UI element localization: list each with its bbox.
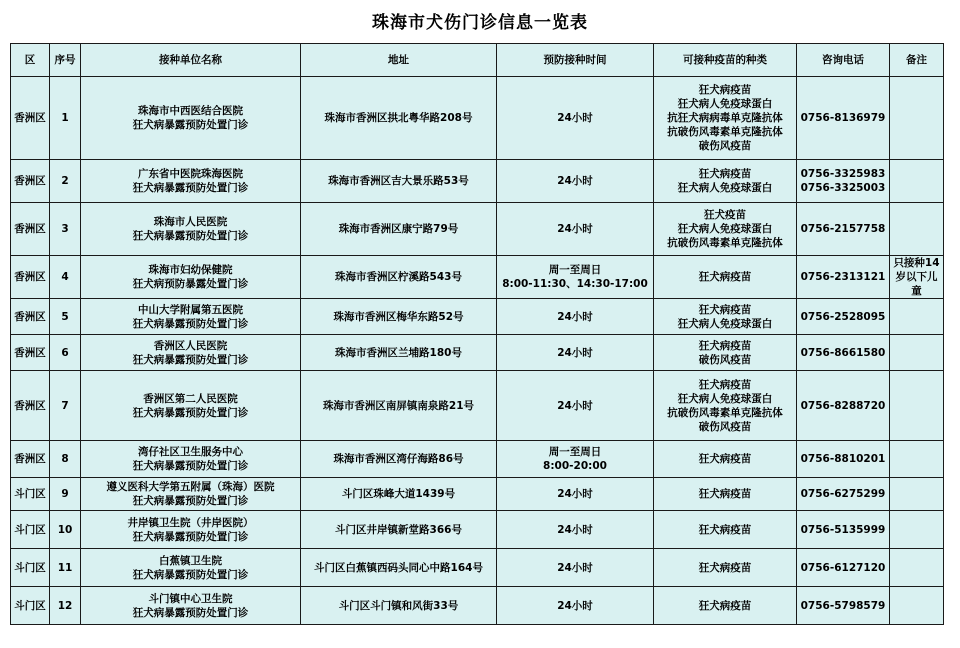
vaccines-cell <box>654 335 797 371</box>
district-cell: 斗门区 <box>11 478 50 511</box>
vaccines-cell <box>654 256 797 299</box>
vaccines-cell-line: 狂犬病疫苗 <box>698 599 752 612</box>
unit-name-cell-line: 珠海市妇幼保健院 <box>148 264 233 276</box>
phone-cell-line: 0756-2157758 <box>800 223 886 235</box>
vaccines-cell <box>654 587 797 625</box>
vaccines-cell-line: 狂犬病疫苗 <box>698 561 752 574</box>
time-cell-line: 24小时 <box>557 346 593 359</box>
header-address: 地址 <box>301 44 497 77</box>
header-time: 预防接种时间 <box>497 44 654 77</box>
address-cell: 珠海市香洲区兰埔路180号 <box>301 335 497 371</box>
phone-cell <box>797 160 890 203</box>
table-row <box>11 587 944 625</box>
time-cell-line: 周一至周日 <box>548 264 602 276</box>
phone-cell <box>797 299 890 335</box>
district-cell: 斗门区 <box>11 511 50 549</box>
phone-cell <box>797 587 890 625</box>
unit-name-cell-line: 斗门镇中心卫生院 <box>148 592 233 605</box>
note-cell <box>890 441 944 478</box>
phone-cell-line: 0756-2528095 <box>800 310 886 323</box>
vaccines-cell-line: 狂犬疫苗 <box>704 209 746 221</box>
header-phone: 咨询电话 <box>797 44 890 77</box>
unit-name-cell <box>81 203 301 256</box>
time-cell-line: 8:00-20:00 <box>543 460 607 472</box>
address-cell: 珠海市香洲区拱北粤华路208号 <box>301 77 497 160</box>
table-row <box>11 478 944 511</box>
vaccines-cell-line: 狂犬病疫苗 <box>698 84 752 96</box>
time-cell-line: 24小时 <box>557 175 593 187</box>
address-cell: 斗门区斗门镇和风街33号 <box>301 587 497 625</box>
time-cell-line: 24小时 <box>557 112 593 124</box>
number-cell: 12 <box>50 587 81 625</box>
number-cell: 3 <box>50 203 81 256</box>
address-cell: 珠海市香洲区南屏镇南泉路21号 <box>301 371 497 441</box>
time-cell <box>497 478 654 511</box>
time-cell-line: 24小时 <box>557 523 593 536</box>
district-cell: 香洲区 <box>11 299 50 335</box>
vaccines-cell-line: 抗破伤风毒素单克隆抗体 <box>667 406 783 419</box>
header-vaccines: 可接种疫苗的种类 <box>654 44 797 77</box>
time-cell <box>497 441 654 478</box>
phone-cell <box>797 441 890 478</box>
vaccines-cell-line: 狂犬病疫苗 <box>698 523 752 536</box>
vaccines-cell <box>654 203 797 256</box>
address-cell: 斗门区白蕉镇西码头同心中路164号 <box>301 549 497 587</box>
district-cell: 香洲区 <box>11 160 50 203</box>
vaccines-cell <box>654 478 797 511</box>
phone-cell <box>797 256 890 299</box>
unit-name-cell-line: 狂犬病预防暴露处置门诊 <box>132 278 249 290</box>
time-cell-line: 24小时 <box>557 488 593 500</box>
number-cell: 1 <box>50 77 81 160</box>
time-cell-line: 24小时 <box>557 399 593 412</box>
district-cell: 香洲区 <box>11 371 50 441</box>
vaccines-cell <box>654 77 797 160</box>
vaccines-cell-line: 狂犬病人免疫球蛋白 <box>677 182 773 194</box>
phone-cell-line: 0756-3325983 <box>800 168 886 180</box>
note-cell <box>890 299 944 335</box>
unit-name-cell-line: 狂犬病暴露预防处置门诊 <box>132 460 249 472</box>
vaccines-cell-line: 狂犬病人免疫球蛋白 <box>677 392 773 405</box>
table-row <box>11 511 944 549</box>
unit-name-cell-line: 湾仔社区卫生服务中心 <box>138 446 243 458</box>
time-cell <box>497 587 654 625</box>
note-cell <box>890 160 944 203</box>
table-header-row <box>11 44 944 77</box>
unit-name-cell-line: 井岸镇卫生院（井岸医院） <box>127 516 254 529</box>
time-cell <box>497 511 654 549</box>
phone-cell-line: 0756-6127120 <box>800 561 886 574</box>
table-row <box>11 441 944 478</box>
vaccines-cell <box>654 371 797 441</box>
table-row <box>11 77 944 160</box>
phone-cell-line: 0756-8810201 <box>800 453 886 465</box>
vaccines-cell-line: 狂犬病疫苗 <box>698 168 752 180</box>
unit-name-cell-line: 狂犬病暴露预防处置门诊 <box>132 406 249 419</box>
vaccines-cell-line: 狂犬病人免疫球蛋白 <box>677 223 773 235</box>
address-cell: 珠海市香洲区吉大景乐路53号 <box>301 160 497 203</box>
time-cell <box>497 160 654 203</box>
district-cell: 斗门区 <box>11 587 50 625</box>
vaccines-cell-line: 狂犬病人免疫球蛋白 <box>677 317 773 330</box>
table-row <box>11 335 944 371</box>
unit-name-cell-line: 狂犬病暴露预防处置门诊 <box>132 119 249 131</box>
time-cell-line: 24小时 <box>557 223 593 235</box>
phone-cell-line: 0756-5135999 <box>800 523 886 536</box>
phone-cell-line: 0756-8661580 <box>800 346 886 359</box>
time-cell-line: 24小时 <box>557 599 593 612</box>
header-note: 备注 <box>890 44 944 77</box>
note-cell <box>890 478 944 511</box>
vaccines-cell <box>654 299 797 335</box>
unit-name-cell <box>81 256 301 299</box>
table-row <box>11 371 944 441</box>
table-body <box>11 77 944 625</box>
district-cell: 香洲区 <box>11 335 50 371</box>
vaccines-cell-line: 狂犬病疫苗 <box>698 378 752 391</box>
phone-cell-line: 0756-3325003 <box>800 182 886 194</box>
vaccines-cell-line: 狂犬病疫苗 <box>698 271 752 283</box>
unit-name-cell-line: 狂犬病暴露预防处置门诊 <box>132 182 249 194</box>
vaccines-cell-line: 破伤风疫苗 <box>698 420 752 433</box>
address-cell: 珠海市香洲区梅华东路52号 <box>301 299 497 335</box>
address-cell: 斗门区珠峰大道1439号 <box>301 478 497 511</box>
phone-cell-line: 0756-2313121 <box>800 271 886 283</box>
unit-name-cell-line: 白蕉镇卫生院 <box>159 554 222 567</box>
phone-cell <box>797 371 890 441</box>
phone-cell-line: 0756-6275299 <box>800 488 886 500</box>
unit-name-cell <box>81 299 301 335</box>
time-cell <box>497 299 654 335</box>
phone-cell <box>797 478 890 511</box>
address-cell: 珠海市香洲区柠溪路543号 <box>301 256 497 299</box>
table-row <box>11 160 944 203</box>
time-cell <box>497 77 654 160</box>
note-cell <box>890 371 944 441</box>
time-cell <box>497 256 654 299</box>
unit-name-cell-line: 狂犬病暴露预防处置门诊 <box>132 530 249 543</box>
clinic-table <box>10 43 944 625</box>
district-cell: 斗门区 <box>11 549 50 587</box>
number-cell: 4 <box>50 256 81 299</box>
unit-name-cell <box>81 549 301 587</box>
vaccines-cell-line: 狂犬病疫苗 <box>698 453 752 465</box>
vaccines-cell-line: 狂犬病人免疫球蛋白 <box>677 98 773 110</box>
vaccines-cell-line: 抗破伤风毒素单克隆抗体 <box>667 126 783 138</box>
vaccines-cell <box>654 160 797 203</box>
district-cell: 香洲区 <box>11 203 50 256</box>
unit-name-cell-line: 狂犬病暴露预防处置门诊 <box>132 606 249 619</box>
table-row <box>11 256 944 299</box>
unit-name-cell-line: 狂犬病暴露预防处置门诊 <box>132 317 249 330</box>
unit-name-cell-line: 狂犬病暴露预防处置门诊 <box>132 495 249 507</box>
vaccines-cell-line: 破伤风疫苗 <box>698 353 752 366</box>
vaccines-cell-line: 狂犬病疫苗 <box>698 303 752 316</box>
unit-name-cell <box>81 511 301 549</box>
note-cell: 只接种14岁以下儿童 <box>890 256 944 299</box>
time-cell <box>497 549 654 587</box>
unit-name-cell <box>81 335 301 371</box>
unit-name-cell <box>81 441 301 478</box>
vaccines-cell <box>654 511 797 549</box>
district-cell: 香洲区 <box>11 256 50 299</box>
time-cell-line: 24小时 <box>557 310 593 323</box>
unit-name-cell-line: 香洲区人民医院 <box>153 339 228 352</box>
number-cell: 7 <box>50 371 81 441</box>
number-cell: 11 <box>50 549 81 587</box>
table-row <box>11 203 944 256</box>
time-cell-line: 周一至周日 <box>548 446 602 458</box>
time-cell <box>497 335 654 371</box>
time-cell <box>497 203 654 256</box>
page-title: 珠海市犬伤门诊信息一览表 <box>372 13 588 33</box>
vaccines-cell-line: 抗破伤风毒素单克隆抗体 <box>667 237 783 249</box>
number-cell: 10 <box>50 511 81 549</box>
header-number: 序号 <box>50 44 81 77</box>
phone-cell <box>797 335 890 371</box>
phone-cell-line: 0756-5798579 <box>800 599 886 612</box>
note-cell <box>890 203 944 256</box>
phone-cell <box>797 77 890 160</box>
unit-name-cell <box>81 160 301 203</box>
time-cell-line: 24小时 <box>557 561 593 574</box>
phone-cell <box>797 511 890 549</box>
phone-cell <box>797 549 890 587</box>
unit-name-cell-line: 狂犬病暴露预防处置门诊 <box>132 230 249 242</box>
number-cell: 2 <box>50 160 81 203</box>
time-cell-line: 8:00-11:30、14:30-17:00 <box>502 278 648 290</box>
phone-cell-line: 0756-8288720 <box>800 399 886 412</box>
vaccines-cell-line: 狂犬病疫苗 <box>698 488 752 500</box>
unit-name-cell-line: 珠海市人民医院 <box>153 216 228 228</box>
unit-name-cell-line: 珠海市中西医结合医院 <box>138 105 243 117</box>
table-row <box>11 549 944 587</box>
header-unit-name: 接种单位名称 <box>81 44 301 77</box>
number-cell: 6 <box>50 335 81 371</box>
unit-name-cell <box>81 77 301 160</box>
note-cell <box>890 549 944 587</box>
number-cell: 5 <box>50 299 81 335</box>
phone-cell-line: 0756-8136979 <box>800 112 886 124</box>
unit-name-cell <box>81 478 301 511</box>
unit-name-cell-line: 广东省中医院珠海医院 <box>138 168 243 180</box>
header-district: 区 <box>11 44 50 77</box>
time-cell <box>497 371 654 441</box>
address-cell: 斗门区井岸镇新堂路366号 <box>301 511 497 549</box>
note-cell <box>890 77 944 160</box>
vaccines-cell-line: 破伤风疫苗 <box>698 140 752 152</box>
address-cell: 珠海市香洲区湾仔海路86号 <box>301 441 497 478</box>
number-cell: 9 <box>50 478 81 511</box>
unit-name-cell <box>81 371 301 441</box>
unit-name-cell <box>81 587 301 625</box>
district-cell: 香洲区 <box>11 77 50 160</box>
note-cell <box>890 587 944 625</box>
unit-name-cell-line: 中山大学附属第五医院 <box>138 303 243 316</box>
vaccines-cell <box>654 549 797 587</box>
unit-name-cell-line: 遵义医科大学第五附属（珠海）医院 <box>106 481 275 493</box>
unit-name-cell-line: 香洲区第二人民医院 <box>143 392 238 405</box>
phone-cell <box>797 203 890 256</box>
vaccines-cell-line: 狂犬病疫苗 <box>698 339 752 352</box>
note-cell <box>890 335 944 371</box>
unit-name-cell-line: 狂犬病暴露预防处置门诊 <box>132 568 249 581</box>
vaccines-cell <box>654 441 797 478</box>
address-cell: 珠海市香洲区康宁路79号 <box>301 203 497 256</box>
vaccines-cell-line: 抗狂犬病病毒单克隆抗体 <box>667 112 783 124</box>
district-cell: 香洲区 <box>11 441 50 478</box>
note-cell <box>890 511 944 549</box>
unit-name-cell-line: 狂犬病暴露预防处置门诊 <box>132 353 249 366</box>
number-cell: 8 <box>50 441 81 478</box>
table-row <box>11 299 944 335</box>
